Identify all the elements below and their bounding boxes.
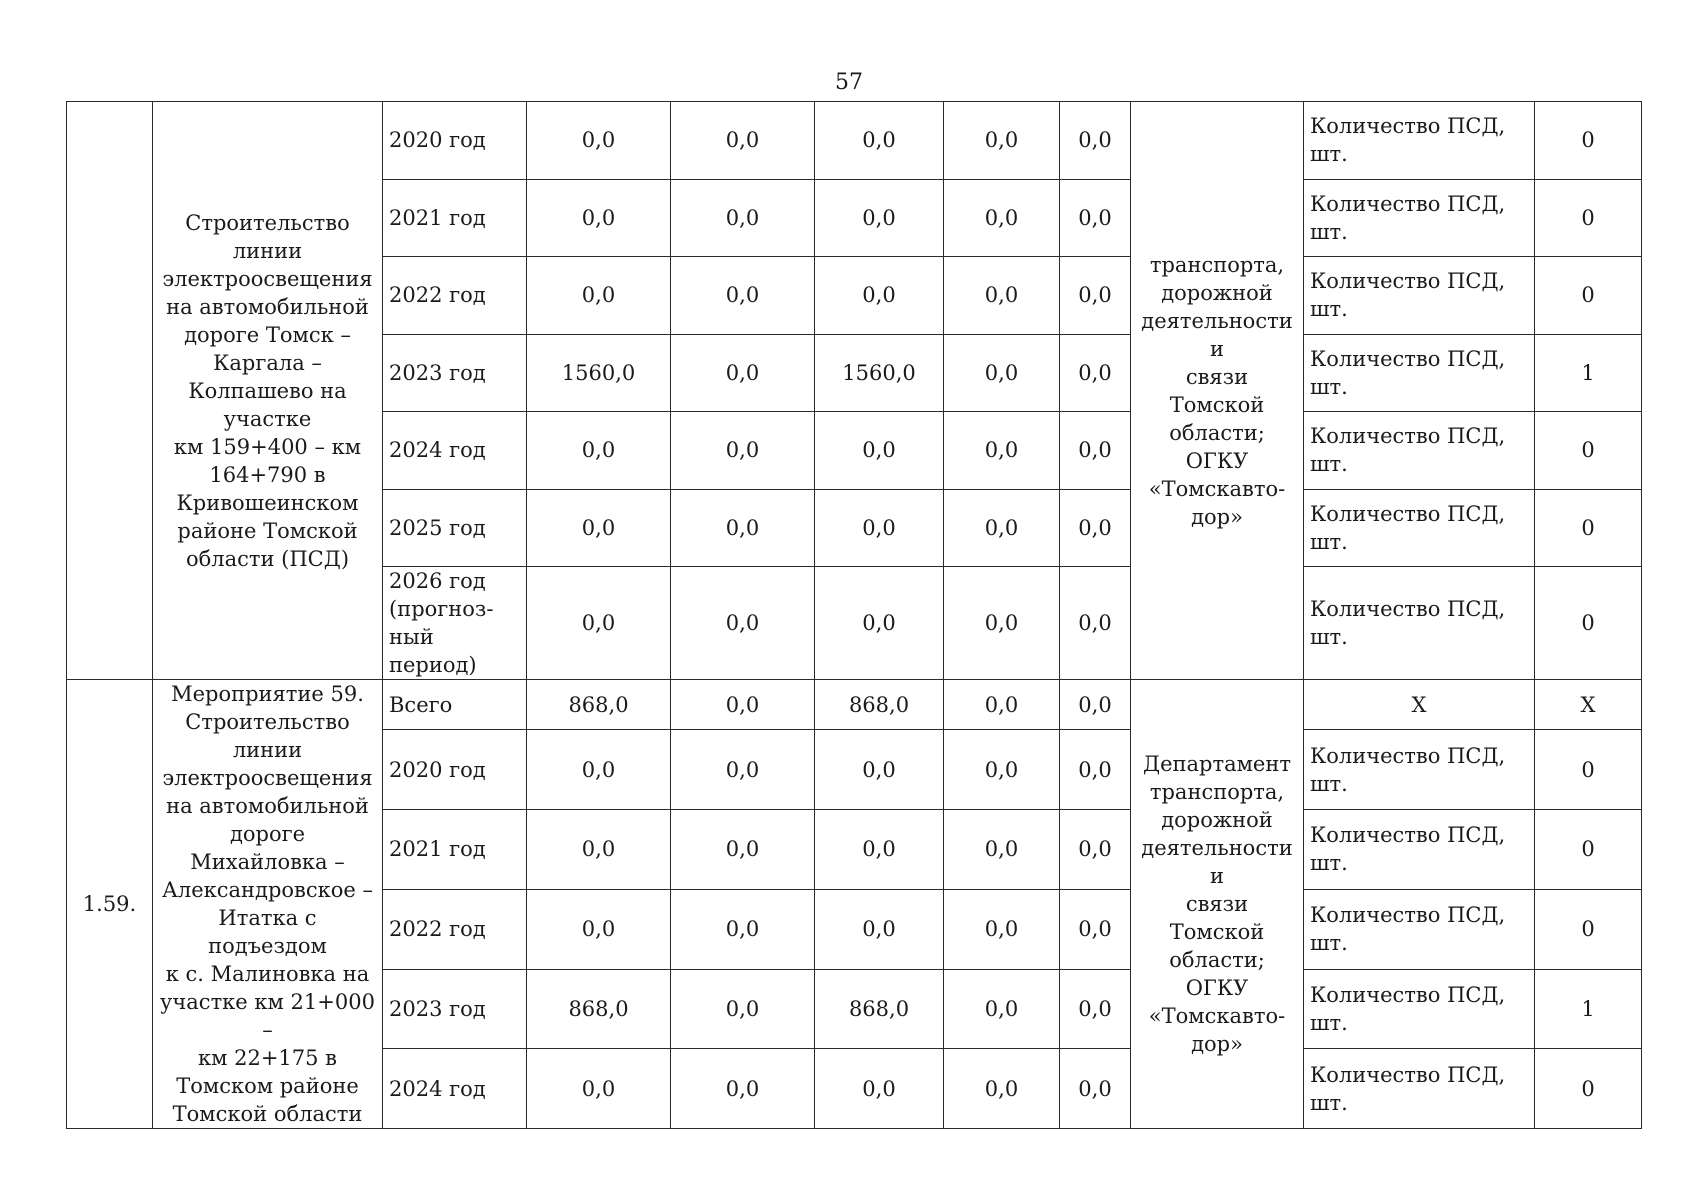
result-cell: 1 xyxy=(1535,334,1642,412)
measure-description-cell: Мероприятие 59. Строительство линии электроосвещения на автомобильной дороге Михайловка – Александровское – Итатка с подъездом к с. Малиновка на участке км 21+000 – км 22+175 в Томском районе Томской области xyxy=(153,680,383,1129)
total-value-cell: 0,0 xyxy=(527,730,671,810)
indicator-cell: Количество ПСД, шт. xyxy=(1304,969,1535,1049)
federal-value-cell: 0,0 xyxy=(671,102,815,180)
other-value-cell: 0,0 xyxy=(1060,730,1131,810)
result-cell: X xyxy=(1535,680,1642,730)
result-cell: 0 xyxy=(1535,730,1642,810)
federal-value-cell: 0,0 xyxy=(671,1049,815,1129)
regional-value-cell: 0,0 xyxy=(815,567,944,680)
period-cell: 2024 год xyxy=(383,1049,527,1129)
table-row xyxy=(67,680,1642,730)
indicator-cell: Количество ПСД, шт. xyxy=(1304,412,1535,490)
regional-value-cell: 0,0 xyxy=(815,489,944,567)
regional-value-cell: 868,0 xyxy=(815,680,944,730)
local-value-cell: 0,0 xyxy=(944,334,1060,412)
local-value-cell: 0,0 xyxy=(944,102,1060,180)
other-value-cell: 0,0 xyxy=(1060,489,1131,567)
local-value-cell: 0,0 xyxy=(944,810,1060,890)
total-value-cell: 0,0 xyxy=(527,489,671,567)
federal-value-cell: 0,0 xyxy=(671,680,815,730)
period-cell: Всего xyxy=(383,680,527,730)
federal-value-cell: 0,0 xyxy=(671,567,815,680)
regional-value-cell: 0,0 xyxy=(815,730,944,810)
result-cell: 0 xyxy=(1535,810,1642,890)
other-value-cell: 0,0 xyxy=(1060,969,1131,1049)
result-cell: 0 xyxy=(1535,489,1642,567)
local-value-cell: 0,0 xyxy=(944,412,1060,490)
local-value-cell: 0,0 xyxy=(944,680,1060,730)
period-cell: 2026 год (прогноз- ный период) xyxy=(383,567,527,680)
responsible-org-cell: транспорта, дорожной деятельности и связи Томской области; ОГКУ «Томскавто- дор» xyxy=(1131,102,1304,680)
total-value-cell: 0,0 xyxy=(527,412,671,490)
total-value-cell: 0,0 xyxy=(527,102,671,180)
period-cell: 2023 год xyxy=(383,334,527,412)
local-value-cell: 0,0 xyxy=(944,489,1060,567)
other-value-cell: 0,0 xyxy=(1060,412,1131,490)
regional-value-cell: 0,0 xyxy=(815,889,944,969)
total-value-cell: 1560,0 xyxy=(527,334,671,412)
federal-value-cell: 0,0 xyxy=(671,412,815,490)
total-value-cell: 868,0 xyxy=(527,680,671,730)
other-value-cell: 0,0 xyxy=(1060,810,1131,890)
total-value-cell: 0,0 xyxy=(527,1049,671,1129)
regional-value-cell: 0,0 xyxy=(815,1049,944,1129)
period-cell: 2025 год xyxy=(383,489,527,567)
total-value-cell: 0,0 xyxy=(527,567,671,680)
regional-value-cell: 0,0 xyxy=(815,257,944,335)
measures-table xyxy=(66,101,1642,1129)
period-cell: 2022 год xyxy=(383,889,527,969)
result-cell: 0 xyxy=(1535,1049,1642,1129)
regional-value-cell: 868,0 xyxy=(815,969,944,1049)
period-cell: 2024 год xyxy=(383,412,527,490)
table-body xyxy=(67,102,1642,1129)
federal-value-cell: 0,0 xyxy=(671,489,815,567)
indicator-cell: Количество ПСД, шт. xyxy=(1304,1049,1535,1129)
indicator-cell: Количество ПСД, шт. xyxy=(1304,567,1535,680)
other-value-cell: 0,0 xyxy=(1060,889,1131,969)
other-value-cell: 0,0 xyxy=(1060,257,1131,335)
federal-value-cell: 0,0 xyxy=(671,730,815,810)
other-value-cell: 0,0 xyxy=(1060,680,1131,730)
regional-value-cell: 1560,0 xyxy=(815,334,944,412)
indicator-cell: Количество ПСД, шт. xyxy=(1304,489,1535,567)
total-value-cell: 0,0 xyxy=(527,257,671,335)
local-value-cell: 0,0 xyxy=(944,179,1060,257)
responsible-org-cell: Департамент транспорта, дорожной деятельности и связи Томской области; ОГКУ «Томскавто- дор» xyxy=(1131,680,1304,1129)
local-value-cell: 0,0 xyxy=(944,969,1060,1049)
result-cell: 0 xyxy=(1535,102,1642,180)
result-cell: 1 xyxy=(1535,969,1642,1049)
result-cell: 0 xyxy=(1535,179,1642,257)
measure-description-cell: Строительство линии электроосвещения на автомобильной дороге Томск – Каргала – Колпашево на участке км 159+400 – км 164+790 в Кривошеинском районе Томской области (ПСД) xyxy=(153,102,383,680)
indicator-cell: Количество ПСД, шт. xyxy=(1304,889,1535,969)
local-value-cell: 0,0 xyxy=(944,567,1060,680)
indicator-cell: Количество ПСД, шт. xyxy=(1304,730,1535,810)
table-row xyxy=(67,102,1642,180)
federal-value-cell: 0,0 xyxy=(671,969,815,1049)
other-value-cell: 0,0 xyxy=(1060,334,1131,412)
local-value-cell: 0,0 xyxy=(944,257,1060,335)
federal-value-cell: 0,0 xyxy=(671,179,815,257)
result-cell: 0 xyxy=(1535,567,1642,680)
period-cell: 2023 год xyxy=(383,969,527,1049)
result-cell: 0 xyxy=(1535,257,1642,335)
measure-number-cell xyxy=(67,102,153,680)
other-value-cell: 0,0 xyxy=(1060,1049,1131,1129)
result-cell: 0 xyxy=(1535,889,1642,969)
local-value-cell: 0,0 xyxy=(944,889,1060,969)
local-value-cell: 0,0 xyxy=(944,730,1060,810)
federal-value-cell: 0,0 xyxy=(671,810,815,890)
period-cell: 2021 год xyxy=(383,810,527,890)
federal-value-cell: 0,0 xyxy=(671,257,815,335)
other-value-cell: 0,0 xyxy=(1060,567,1131,680)
other-value-cell: 0,0 xyxy=(1060,179,1131,257)
total-value-cell: 0,0 xyxy=(527,889,671,969)
period-cell: 2020 год xyxy=(383,102,527,180)
page-number: 57 xyxy=(835,70,863,95)
total-value-cell: 0,0 xyxy=(527,179,671,257)
regional-value-cell: 0,0 xyxy=(815,102,944,180)
period-cell: 2022 год xyxy=(383,257,527,335)
regional-value-cell: 0,0 xyxy=(815,810,944,890)
regional-value-cell: 0,0 xyxy=(815,412,944,490)
total-value-cell: 868,0 xyxy=(527,969,671,1049)
other-value-cell: 0,0 xyxy=(1060,102,1131,180)
measure-number-cell: 1.59. xyxy=(67,680,153,1129)
federal-value-cell: 0,0 xyxy=(671,889,815,969)
period-cell: 2020 год xyxy=(383,730,527,810)
indicator-cell: X xyxy=(1304,680,1535,730)
indicator-cell: Количество ПСД, шт. xyxy=(1304,257,1535,335)
indicator-cell: Количество ПСД, шт. xyxy=(1304,810,1535,890)
indicator-cell: Количество ПСД, шт. xyxy=(1304,179,1535,257)
period-cell: 2021 год xyxy=(383,179,527,257)
total-value-cell: 0,0 xyxy=(527,810,671,890)
indicator-cell: Количество ПСД, шт. xyxy=(1304,102,1535,180)
local-value-cell: 0,0 xyxy=(944,1049,1060,1129)
indicator-cell: Количество ПСД, шт. xyxy=(1304,334,1535,412)
result-cell: 0 xyxy=(1535,412,1642,490)
federal-value-cell: 0,0 xyxy=(671,334,815,412)
regional-value-cell: 0,0 xyxy=(815,179,944,257)
